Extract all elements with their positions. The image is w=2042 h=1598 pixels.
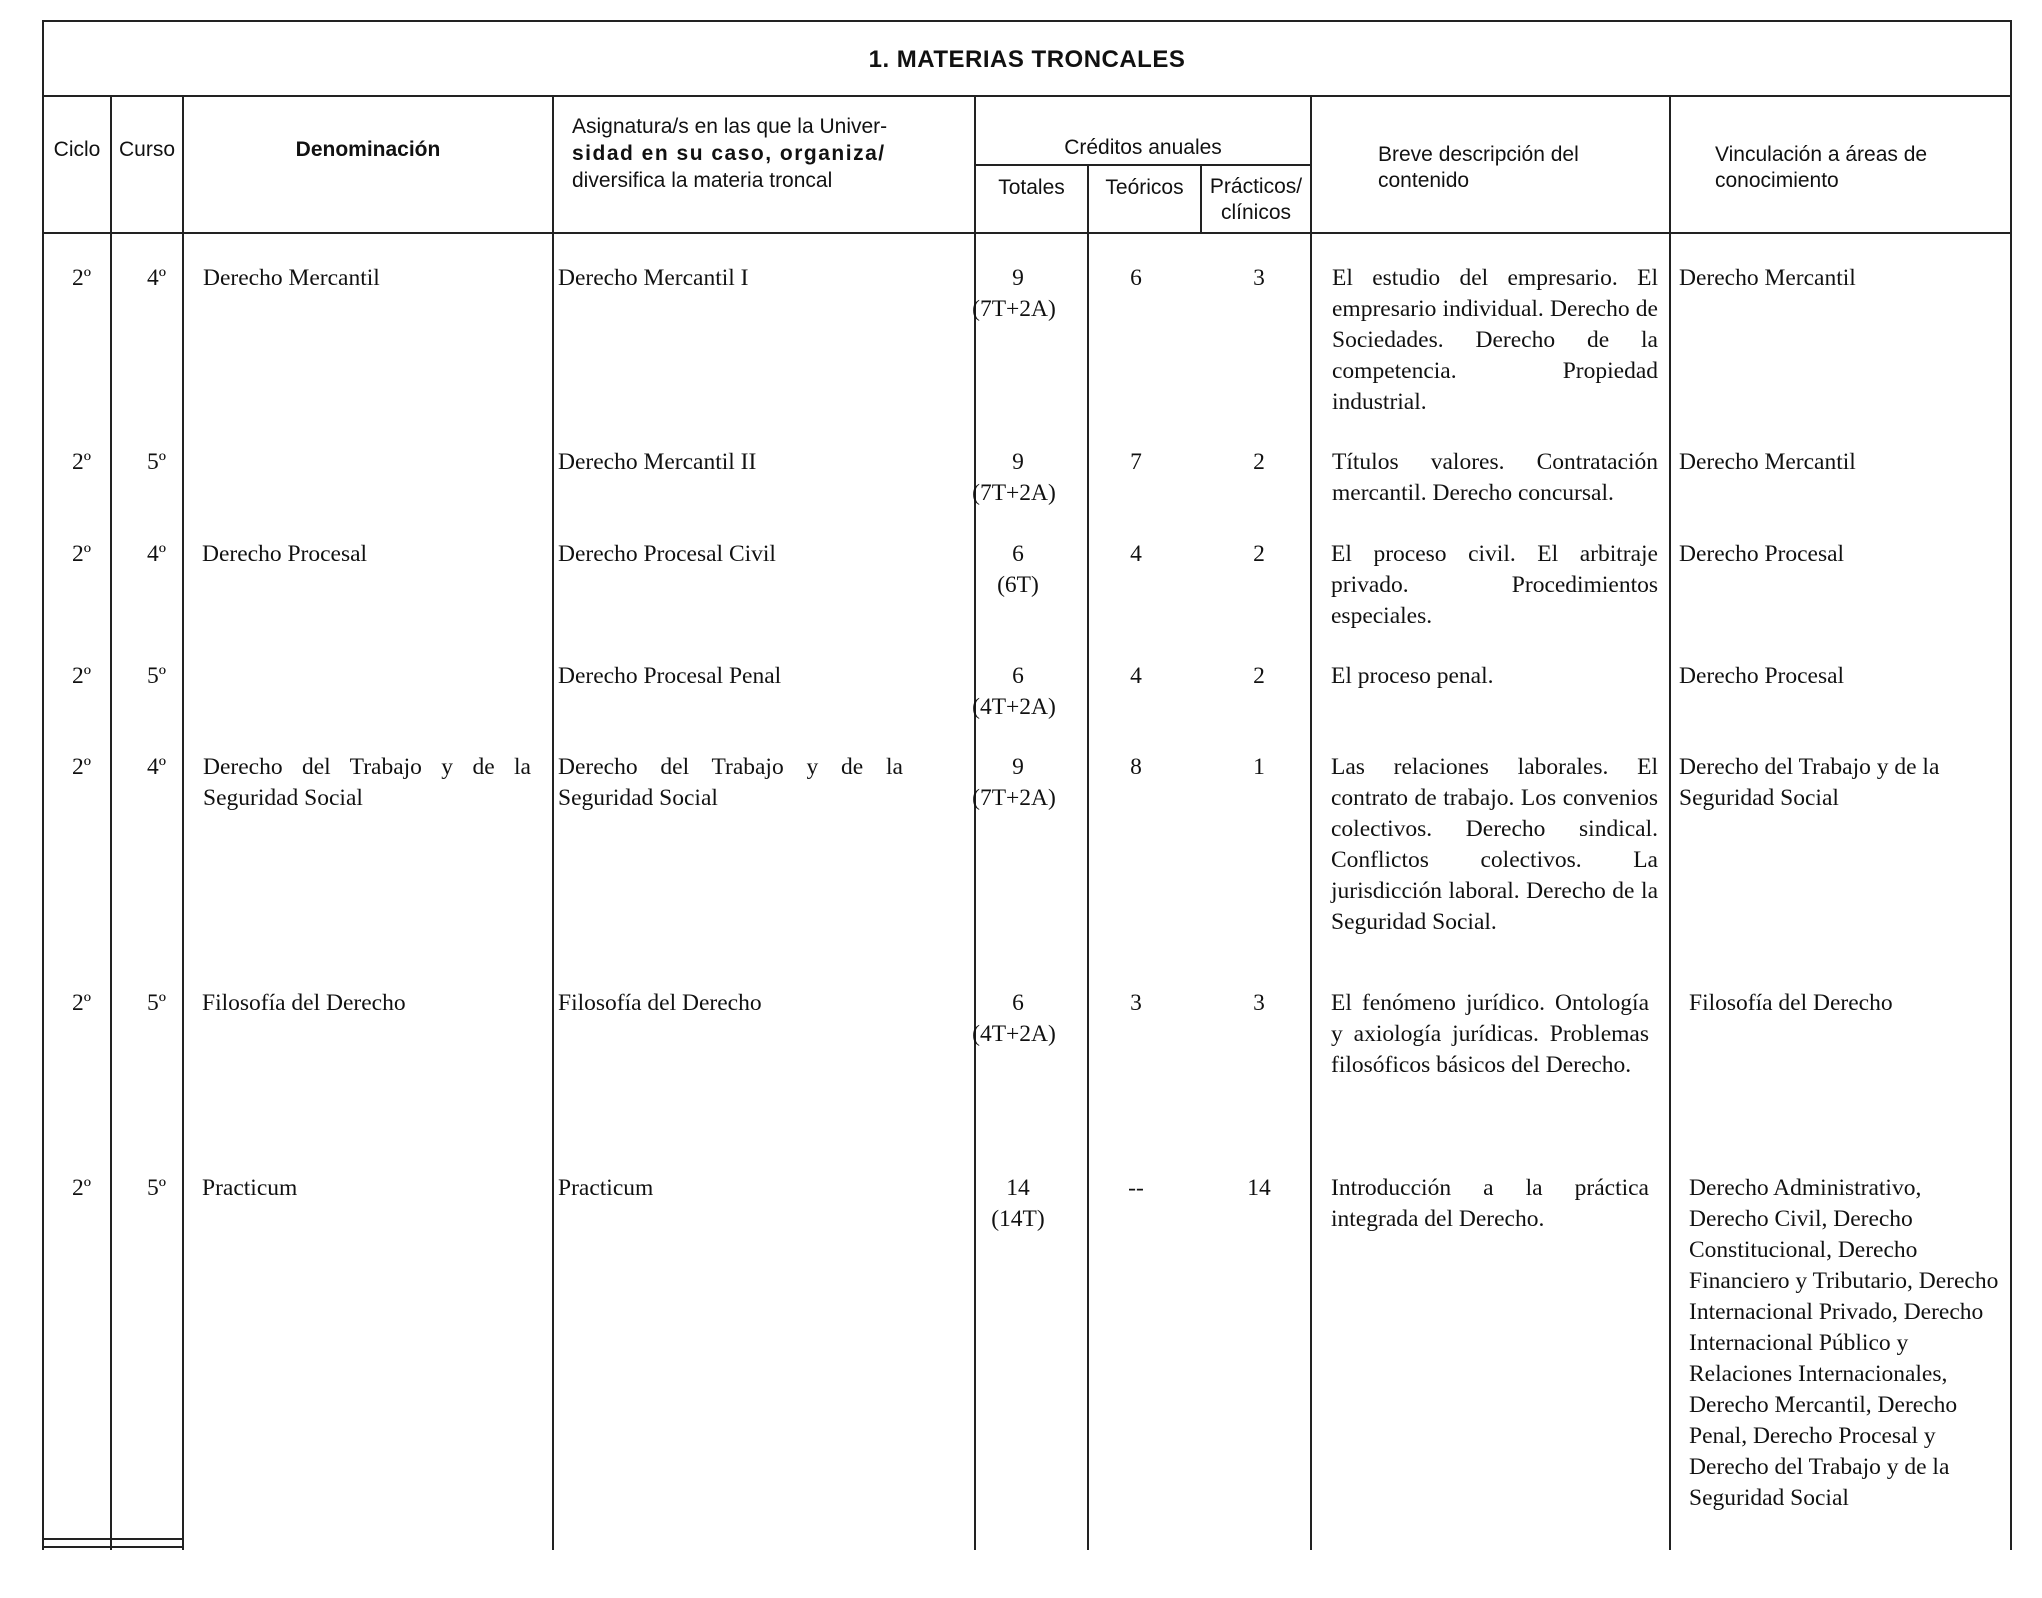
row4-vinculacion: Derecho Procesal bbox=[1679, 663, 1845, 689]
header-creditos: Créditos anuales bbox=[1064, 136, 1222, 159]
row5-practicos: 1 bbox=[1253, 754, 1265, 780]
row6-denominacion: Filosofía del Derecho bbox=[202, 990, 406, 1016]
row4-descripcion: El proceso penal. bbox=[1331, 663, 1494, 689]
row6-practicos: 3 bbox=[1253, 990, 1265, 1016]
row2-totales bbox=[972, 447, 1060, 509]
row5-descripcion: Las relaciones laborales. El contrato de trabajo. Los convenios colectivos. Derecho sindical. Conflictos colectivos. La jurisdicción laboral. Derecho de la Seguridad Social. bbox=[1331, 754, 1658, 935]
row1-asignatura: Derecho Mercantil I bbox=[558, 265, 749, 291]
bottom-rule-1 bbox=[42, 1538, 182, 1540]
col-divider-7 bbox=[1310, 95, 1312, 1550]
row7-totales-value: 14 bbox=[1006, 1175, 1030, 1201]
header-asignaturas-line3: diversifica la materia troncal bbox=[572, 169, 833, 192]
row4-curso: 5º bbox=[147, 663, 167, 689]
row4-asignatura: Derecho Procesal Penal bbox=[558, 663, 782, 689]
header-practicos-line2: clínicos bbox=[1220, 201, 1292, 224]
row7-practicos: 14 bbox=[1247, 1175, 1271, 1201]
bottom-rule-2 bbox=[42, 1546, 182, 1548]
row1-denominacion: Derecho Mercantil bbox=[203, 265, 380, 291]
row7-descripcion: Introducción a la práctica integrada del Derecho. bbox=[1331, 1175, 1649, 1232]
header-descripcion bbox=[1378, 142, 1668, 194]
row5-asignatura: Derecho del Trabajo y de la Seguridad Social bbox=[558, 754, 903, 811]
col-divider-2 bbox=[182, 95, 184, 1550]
row1-totales-detalle: (7T+2A) bbox=[972, 296, 1056, 322]
row6-totales-detalle: (4T+2A) bbox=[972, 1021, 1056, 1047]
row7-totales bbox=[976, 1173, 1060, 1235]
row7-curso: 5º bbox=[147, 1175, 167, 1201]
header-ciclo: Ciclo bbox=[53, 138, 101, 161]
row3-totales-value: 6 bbox=[1012, 541, 1024, 567]
row7-ciclo: 2º bbox=[72, 1175, 92, 1201]
row3-teoricos: 4 bbox=[1130, 541, 1142, 567]
header-vinculacion-line2: conocimiento bbox=[1715, 169, 1839, 192]
header-curso: Curso bbox=[118, 138, 176, 161]
row2-vinculacion: Derecho Mercantil bbox=[1679, 449, 1856, 475]
row6-descripcion: El fenómeno jurídico. Ontología y axiología jurídicas. Problemas filosóficos básicos del Derecho. bbox=[1331, 990, 1649, 1078]
row3-practicos: 2 bbox=[1253, 541, 1265, 567]
row4-practicos: 2 bbox=[1253, 663, 1265, 689]
col-divider-8 bbox=[1669, 95, 1671, 1550]
header-totales: Totales bbox=[998, 176, 1065, 199]
header-denominacion: Denominación bbox=[295, 138, 441, 161]
col-divider-3 bbox=[552, 95, 554, 1550]
header-asignaturas-line1: Asignatura/s en las que la Univer- bbox=[572, 115, 888, 138]
row5-vinculacion: Derecho del Trabajo y de la Seguridad Social bbox=[1679, 754, 1940, 811]
row5-ciclo: 2º bbox=[72, 754, 92, 780]
row3-denominacion: Derecho Procesal bbox=[202, 541, 368, 567]
row5-totales bbox=[972, 752, 1060, 814]
row6-totales-value: 6 bbox=[1012, 990, 1024, 1016]
row1-totales-value: 9 bbox=[1012, 265, 1024, 291]
header-practicos-line1: Prácticos/ bbox=[1209, 175, 1303, 198]
row4-totales-value: 6 bbox=[1012, 663, 1024, 689]
row1-curso: 4º bbox=[147, 265, 167, 291]
row6-curso: 5º bbox=[147, 990, 167, 1016]
row1-totales bbox=[972, 263, 1060, 325]
table-title: 1. MATERIAS TRONCALES bbox=[868, 46, 1186, 73]
row6-ciclo: 2º bbox=[72, 990, 92, 1016]
row5-curso: 4º bbox=[147, 754, 167, 780]
row1-ciclo: 2º bbox=[72, 265, 92, 291]
row7-asignatura: Practicum bbox=[558, 1175, 654, 1201]
row2-teoricos: 7 bbox=[1130, 449, 1142, 475]
row6-teoricos: 3 bbox=[1130, 990, 1142, 1016]
header-asignaturas bbox=[572, 113, 972, 194]
row3-ciclo: 2º bbox=[72, 541, 92, 567]
header-practicos bbox=[1200, 174, 1312, 226]
row2-ciclo: 2º bbox=[72, 449, 92, 475]
title-divider bbox=[42, 95, 2012, 97]
col-divider-5 bbox=[1087, 164, 1089, 1550]
row3-totales-detalle: (6T) bbox=[997, 572, 1039, 598]
row1-descripcion: El estudio del empresario. El empresario individual. Derecho de Sociedades. Derecho de la competencia. Propiedad industrial. bbox=[1332, 265, 1658, 415]
header-divider bbox=[42, 232, 2012, 234]
col-divider-1 bbox=[110, 95, 112, 1550]
row5-totales-detalle: (7T+2A) bbox=[972, 785, 1056, 811]
row7-vinculacion: Derecho Administrativo, Derecho Civil, Derecho Constitucional, Derecho Financiero y Tributario, Derecho Internacional Privado, Derecho Internacional Público y Relaciones Internacionales, Derecho Mercantil, Derecho Penal, Derecho Procesal y Derecho del Trabajo y de la Seguridad Social bbox=[1689, 1175, 1999, 1511]
header-asignaturas-line2: sidad en su caso, organiza/ bbox=[572, 142, 886, 165]
row5-totales-value: 9 bbox=[1012, 754, 1024, 780]
row4-totales bbox=[972, 661, 1060, 723]
row1-vinculacion: Derecho Mercantil bbox=[1679, 265, 1856, 291]
row4-totales-detalle: (4T+2A) bbox=[972, 694, 1056, 720]
creditos-divider bbox=[974, 164, 1310, 166]
row4-ciclo: 2º bbox=[72, 663, 92, 689]
row7-denominacion: Practicum bbox=[202, 1175, 298, 1201]
row3-curso: 4º bbox=[147, 541, 167, 567]
row6-vinculacion: Filosofía del Derecho bbox=[1689, 990, 1893, 1016]
row3-totales bbox=[976, 539, 1060, 601]
row2-descripcion: Títulos valores. Contratación mercantil. Derecho concursal. bbox=[1332, 449, 1658, 506]
header-descripcion-line2: contenido bbox=[1378, 169, 1470, 192]
row5-teoricos: 8 bbox=[1130, 754, 1142, 780]
row2-totales-detalle: (7T+2A) bbox=[972, 480, 1056, 506]
header-vinculacion bbox=[1715, 142, 2005, 194]
row6-totales bbox=[972, 988, 1060, 1050]
row3-vinculacion: Derecho Procesal bbox=[1679, 541, 1845, 567]
row3-descripcion: El proceso civil. El arbitraje privado. Procedimientos especiales. bbox=[1331, 541, 1658, 629]
row2-totales-value: 9 bbox=[1012, 449, 1024, 475]
row6-asignatura: Filosofía del Derecho bbox=[558, 990, 762, 1016]
row1-practicos: 3 bbox=[1253, 265, 1265, 291]
row5-denominacion: Derecho del Trabajo y de la Seguridad Social bbox=[203, 754, 531, 811]
header-vinculacion-line1: Vinculación a áreas de bbox=[1715, 143, 1928, 166]
row2-practicos: 2 bbox=[1253, 449, 1265, 475]
row7-teoricos: -- bbox=[1128, 1175, 1144, 1201]
row2-asignatura: Derecho Mercantil II bbox=[558, 449, 757, 475]
row4-teoricos: 4 bbox=[1130, 663, 1142, 689]
row7-totales-detalle: (14T) bbox=[991, 1206, 1045, 1232]
header-teoricos: Teóricos bbox=[1105, 176, 1184, 199]
row1-teoricos: 6 bbox=[1130, 265, 1142, 291]
header-descripcion-line1: Breve descripción del bbox=[1378, 143, 1579, 166]
row2-curso: 5º bbox=[147, 449, 167, 475]
row3-asignatura: Derecho Procesal Civil bbox=[558, 541, 776, 567]
